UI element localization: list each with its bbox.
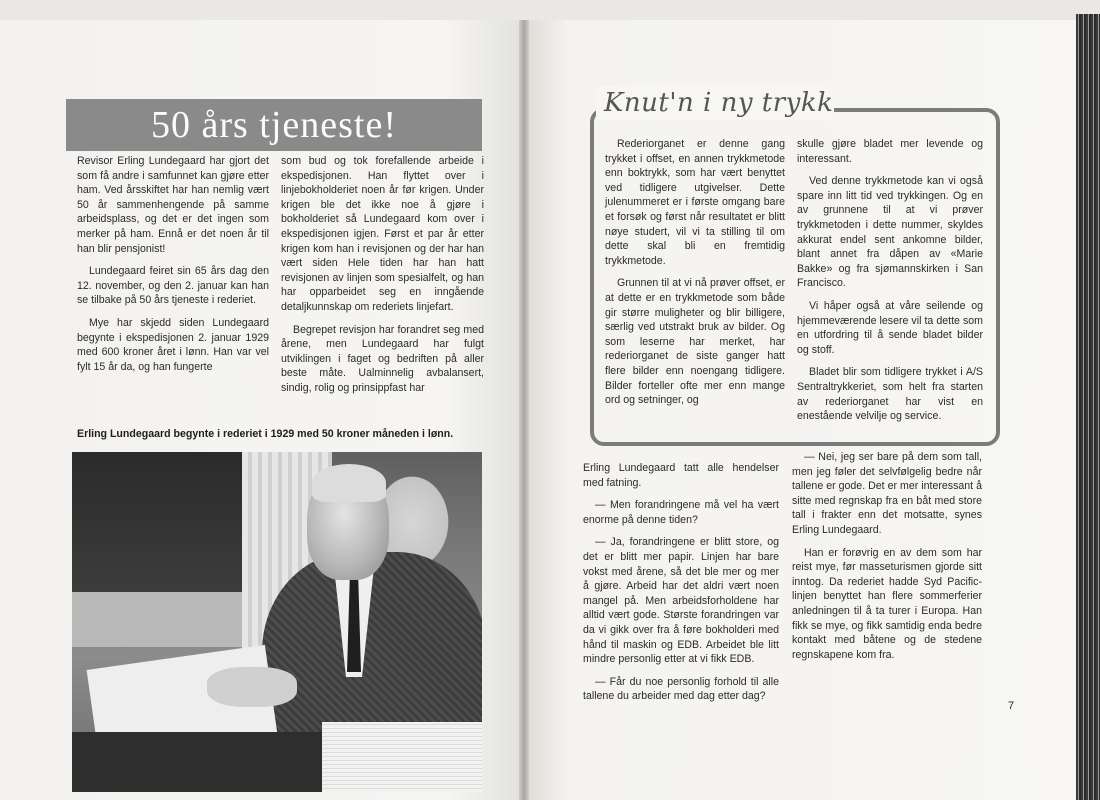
article-title-banner (66, 99, 482, 151)
paragraph: — Nei, jeg ser bare på dem som tall, men jeg føler det selvfølgelig bedre når tallene er gode. Det er mer interessant å sitte med regnskap fra en båt med store tall i frakter enn det motsatte, synes Erling Lundegaard. (792, 451, 982, 536)
photo-caption: Erling Lundegaard begynte i rederiet i 1929 med 50 kroner måneden i lønn. (77, 428, 454, 440)
paragraph: Erling Lundegaard tatt alle hendelser med fatning. (583, 462, 779, 489)
portrait-photo (72, 452, 482, 792)
paragraph: Bladet blir som tidligere trykket i A/S Sentraltrykkeriet, som helt fra starten av rederiorganet har vist en enestående velvilje og service. (797, 366, 983, 423)
paragraph: Vi håper også at våre seilende og hjemmeværende lesere vil ta dette som en utfordring til å sende bladet bilder og stoff. (797, 299, 983, 356)
paragraph: som bud og tok forefallende arbeide i ekspedisjonen. Han flyttet over i linjebokholderiet noen år før krigen. Under krigen ble det ikke noe å gjøre i bokholderiet så Lundegaard kom over i ekspedisjonen igjen. Først et par år etter krigen kom han i revisjonen og der har han vært siden Hele tiden har han hatt revisjonen av linjen som spesialfelt, og han har opparbeidet seg en inngående detaljkunnskap om rederiets linjefart. (281, 155, 484, 313)
page-number: 7 (1008, 700, 1015, 712)
info-box-title: Knut'n i ny trykk (596, 86, 834, 120)
paragraph: — Får du noe personlig forhold til alle tallene du arbeider med dag etter dag? (583, 675, 779, 703)
paragraph: — Ja, forandringene er blitt store, og det er blitt mer papir. Linjen har bare vokst med årene, så det ble mer og mer å gjøre. Arbeid har det aldri vært noen mangel på. Men arbeidsforholdene har alltid vært gode. Største forandringen var da vi gikk over fra å føre bokholderi med hånd til maskin og EDB. Arbeidet ble litt mindre personlig etter at vi fikk EDB. (583, 536, 779, 666)
article-title: 50 års tjeneste! (150, 104, 398, 146)
box-column-2 (797, 137, 983, 432)
paragraph: skulle gjøre bladet mer levende og interessant. (797, 138, 983, 165)
right-column-2 (792, 450, 982, 670)
book-spine (519, 20, 529, 800)
photo-hair (312, 464, 386, 502)
paragraph: Ved denne trykkmetode kan vi også spare inn litt tid ved trykkingen. Og en av grunnene til at vi prøver trykkmetoden i dette nummer, skyldes akkurat endel sent ankomne bilder, blant annet fra dåpen av «Marie Bakke» og fra sjømannskirken i San Francisco. (797, 175, 983, 290)
left-column-2 (281, 154, 484, 404)
photo-paper-stack (322, 722, 482, 792)
photo-window (72, 452, 252, 592)
paragraph: — Men forandringene må vel ha vært enorme på denne tiden? (583, 499, 779, 526)
photo-hands (207, 667, 297, 707)
page-edges (1076, 14, 1100, 800)
right-column-1 (583, 461, 779, 712)
paragraph: Grunnen til at vi nå prøver offset, er at dette er en trykkmetode som både gir større muligheter og blir billigere, særlig ved utstrakt bruk av bilder. Og som leserne har merket, har rederiorganet de siste ganger hatt flere bilder enn noengang tidligere. Bilder forteller ofte mer enn mange ord og setninger, og (605, 277, 785, 407)
paragraph: Han er forøvrig en av dem som har reist mye, før masseturismen gjorde sitt inntog. Da rederiet hadde Syd Pacific-linjen benyttet han flere sommerferier anledningen til å ta turer i Europa. Han fikk se mye, og fikk samtidig enda bedre kontakt med båtene og de stedene regnskapene kom fra. (792, 546, 982, 661)
paragraph: Rederiorganet er denne gang trykket i offset, en annen trykkmetode enn boktrykk, som har vært benyttet ved tidligere utgivelser. Dette julenummeret er i første omgang bare et forsøk og først når resultatet er blitt nøye studert, vil vi ta stilling til om dette skal bli en fremtidig trykkmetode. (605, 138, 785, 267)
paragraph: Revisor Erling Lundegaard har gjort det som få andre i samfunnet kan gjøre etter ham. Ved årsskiftet har han nemlig vært 50 år sammenhengende på samme arbeidsplass, og det er det ingen som merker på ham. Ennå er det noen år til han blir pensjonist! (77, 155, 269, 255)
left-column-1 (77, 154, 269, 382)
paragraph: Begrepet revisjon har forandret seg med årene, men Lundegaard har fulgt utviklingen i faget og bedriften på aller beste måte. Ualminnelig avbalansert, sindig, rolig og prinsippfast har (281, 323, 484, 394)
box-column-1 (605, 137, 785, 416)
paragraph: Lundegaard feiret sin 65 års dag den 12. november, og den 2. januar kan han se tilbake på 50 års tjeneste i rederiet. (77, 265, 269, 307)
paragraph: Mye har skjedd siden Lundegaard begynte i ekspedisjonen 2. januar 1929 med 600 kroner året i lønn. Han var vel fylt 15 år da, og han fungerte (77, 316, 269, 373)
